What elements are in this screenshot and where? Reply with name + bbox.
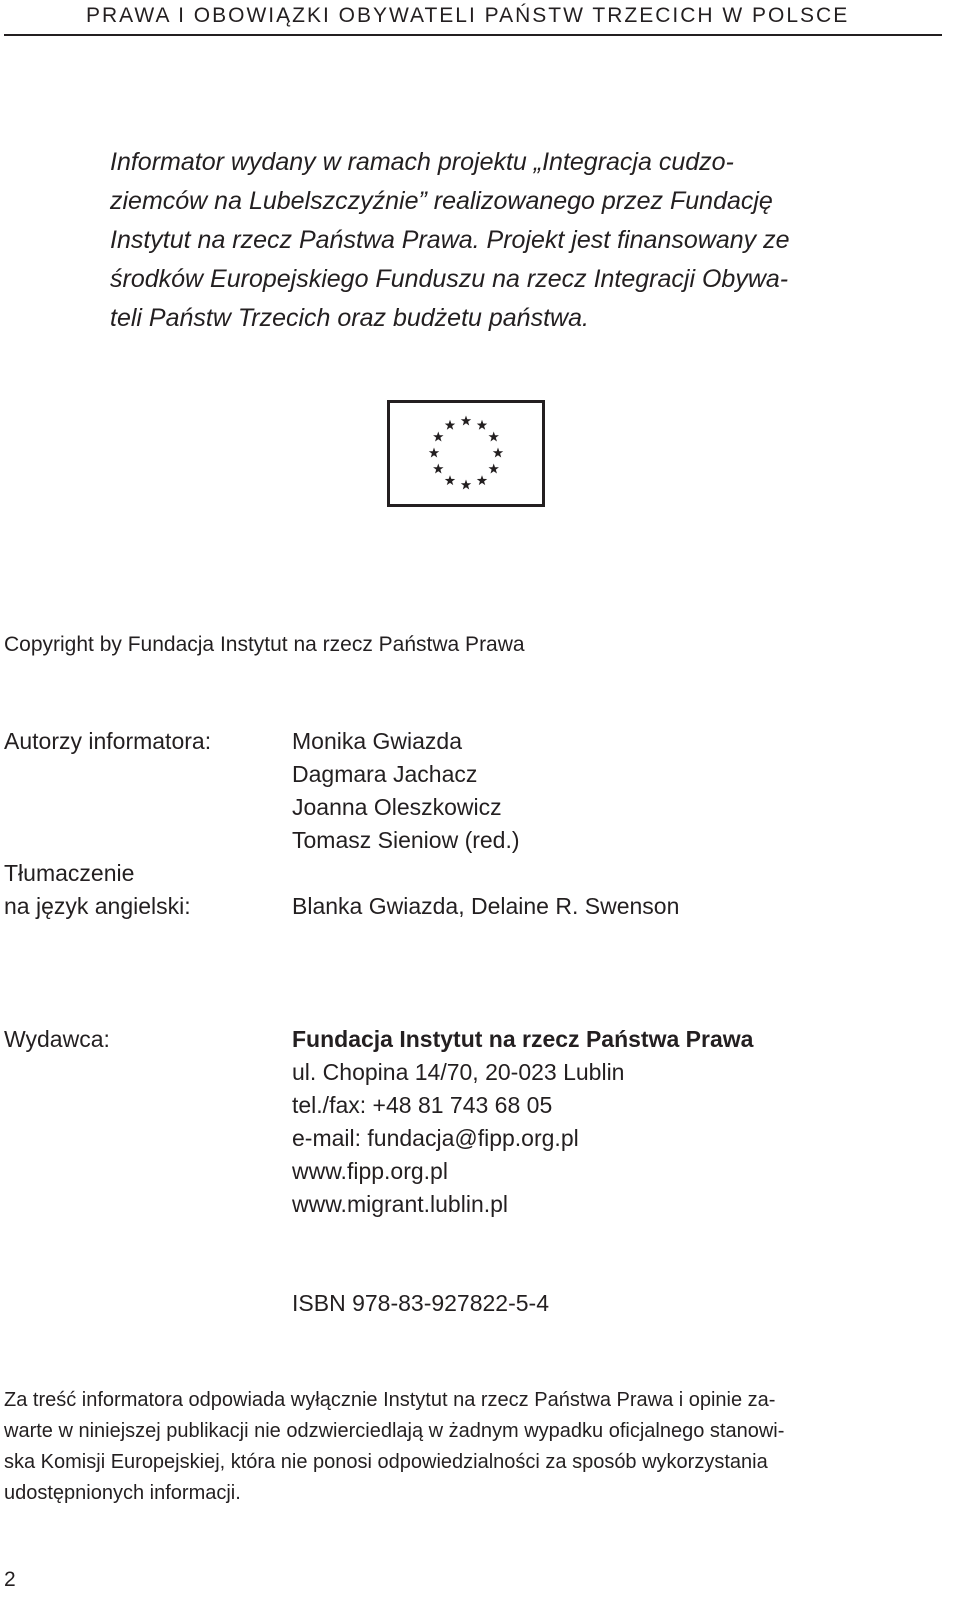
publisher-email: e-mail: fundacja@fipp.org.pl [292,1125,579,1151]
eu-flag-logo [387,400,545,507]
disclaimer-line: warte w niniejszej publikacji nie odzwierciedlają w żadnym wypadku oficjalnego stanowi- [4,1420,785,1442]
publisher-label: Wydawca: [4,1026,110,1052]
intro-paragraph [110,143,830,338]
publisher-website: www.migrant.lublin.pl [292,1191,509,1217]
publisher-block [292,1023,753,1221]
publisher-address: ul. Chopina 14/70, 20-023 Lublin [292,1059,625,1085]
page-number: 2 [4,1568,16,1591]
intro-line: środków Europejskiego Funduszu na rzecz Integracji Obywa- [110,265,789,293]
author-name: Joanna Oleszkowicz [292,794,502,820]
disclaimer-line: Za treść informatora odpowiada wyłącznie Instytut na rzecz Państwa Prawa i opinie za- [4,1389,776,1411]
publisher-name: Fundacja Instytut na rzecz Państwa Prawa [292,1026,754,1052]
translation-label-line: na język angielski: [4,893,191,919]
author-name: Tomasz Sieniow (red.) [292,827,520,853]
authors-label: Autorzy informatora: [4,728,212,754]
publisher-phone: tel./fax: +48 81 743 68 05 [292,1092,553,1118]
author-name: Monika Gwiazda [292,728,463,754]
intro-line: ziemców na Lubelszczyźnie” realizowanego przez Fundację [110,187,773,215]
publisher-website: www.fipp.org.pl [292,1158,448,1184]
isbn: ISBN 978-83-927822-5-4 [292,1290,549,1316]
copyright-line: Copyright by Fundacja Instytut na rzecz Państwa Prawa [4,633,525,656]
intro-line: Informator wydany w ramach projektu „Integracja cudzo- [110,148,734,176]
disclaimer-paragraph [4,1385,940,1509]
translation-label-line: Tłumaczenie [4,860,135,886]
disclaimer-line: ska Komisji Europejskiej, która nie ponosi odpowiedzialności za sposób wykorzystania [4,1451,768,1473]
translators: Blanka Gwiazda, Delaine R. Swenson [292,893,680,919]
disclaimer-line: udostępnionych informacji. [4,1482,241,1504]
header-title: PRAWA I OBOWIĄZKI OBYWATELI PAŃSTW TRZECICH W POLSCE [86,4,850,27]
translation-label [4,857,191,923]
author-name: Dagmara Jachacz [292,761,478,787]
intro-line: Instytut na rzecz Państwa Prawa. Projekt jest finansowany ze [110,226,790,254]
header-divider [4,34,942,36]
authors-list [292,725,520,857]
running-header [0,0,960,36]
intro-line: teli Państw Trzecich oraz budżetu państwa. [110,304,589,332]
